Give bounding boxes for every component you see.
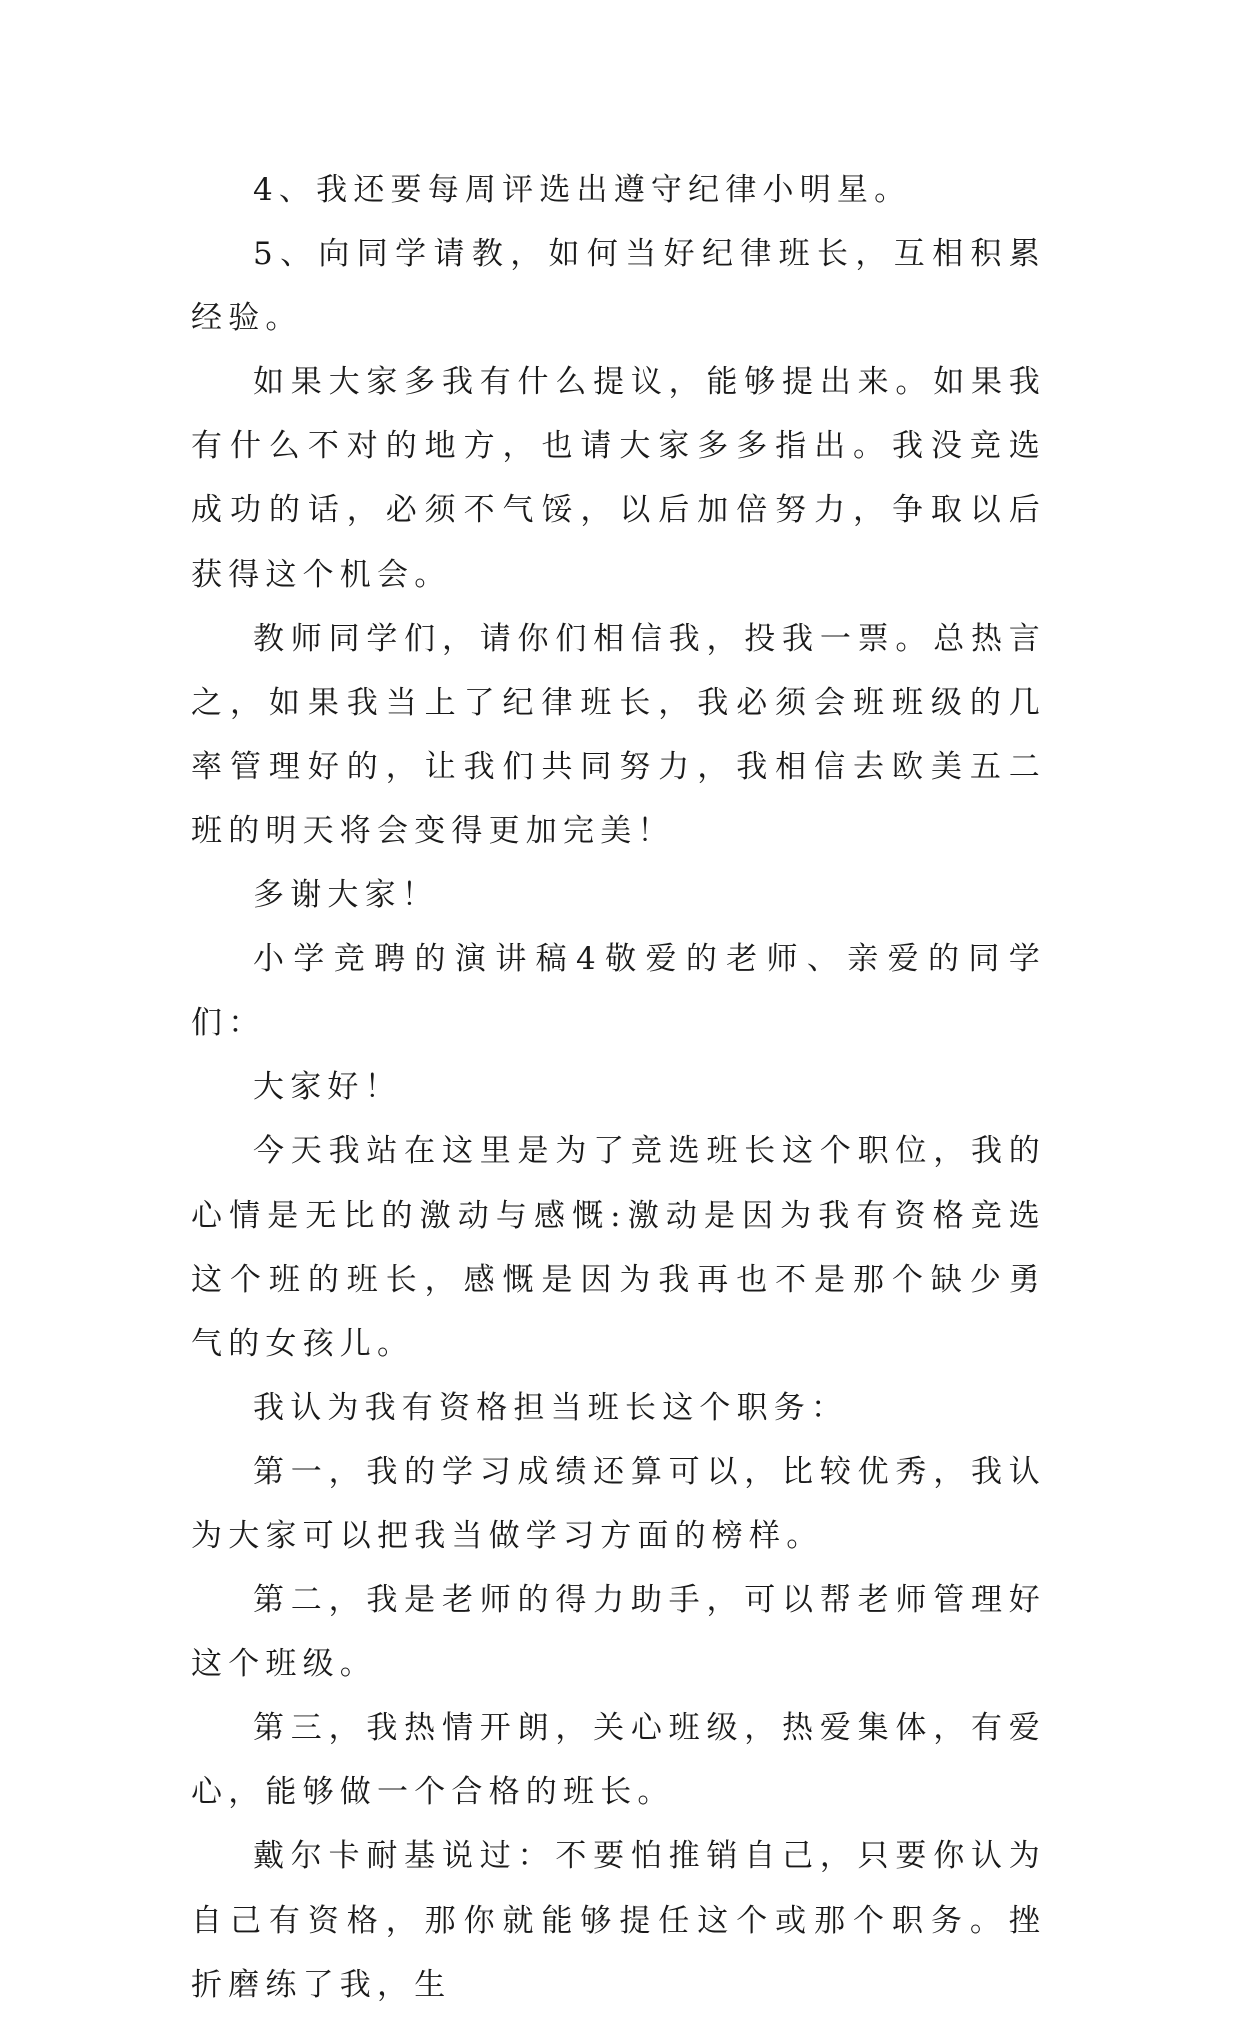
paragraph-item-4: 4、我还要每周评选出遵守纪律小明星。 bbox=[253, 172, 912, 208]
paragraph-third-point: 第三，我热情开朗，关心班级，热爱集体，有爱心，能够做一个合格的班长。 bbox=[191, 1710, 1046, 1811]
paragraph-greeting: 大家好！ bbox=[253, 1069, 402, 1106]
paragraph-qualification: 我认为我有资格担当班长这个职务： bbox=[253, 1389, 849, 1426]
paragraph-quote: 戴尔卡耐基说过：不要怕推销自己，只要你认为自己有资格，那你就能够提任这个或那个职务。挫折磨练了我，生 bbox=[191, 1838, 1046, 2003]
paragraph-vote-request: 教师同学们，请你们相信我，投我一票。总热言之，如果我当上了纪律班长，我必须会班班级的几率管理好的，让我们共同努力，我相信去欧美五二班的明天将会变得更加完美！ bbox=[191, 620, 1046, 849]
paragraph-first-point: 第一，我的学习成绩还算可以，比较优秀，我认为大家可以把我当做学习方面的榜样。 bbox=[191, 1453, 1046, 1554]
paragraph-suggestions: 如果大家多我有什么提议，能够提出来。如果我有什么不对的地方，也请大家多多指出。我没竞选成功的话，必须不气馁，以后加倍努力，争取以后获得这个机会。 bbox=[191, 364, 1046, 593]
paragraph-intro: 今天我站在这里是为了竞选班长这个职位，我的心情是无比的激动与感慨:激动是因为我有资格竞选这个班的班长，感慨是因为我再也不是那个缺少勇气的女孩儿。 bbox=[191, 1133, 1046, 1362]
paragraph-thanks: 多谢大家！ bbox=[253, 877, 439, 914]
document-body bbox=[191, 158, 1046, 2017]
paragraph-second-point: 第二，我是老师的得力助手，可以帮老师管理好这个班级。 bbox=[191, 1582, 1046, 1683]
paragraph-item-5: 5、向同学请教，如何当好纪律班长，互相积累经验。 bbox=[191, 236, 1046, 337]
paragraph-speech-title: 小学竞聘的演讲稿4敬爱的老师、亲爱的同学们： bbox=[191, 941, 1046, 1042]
